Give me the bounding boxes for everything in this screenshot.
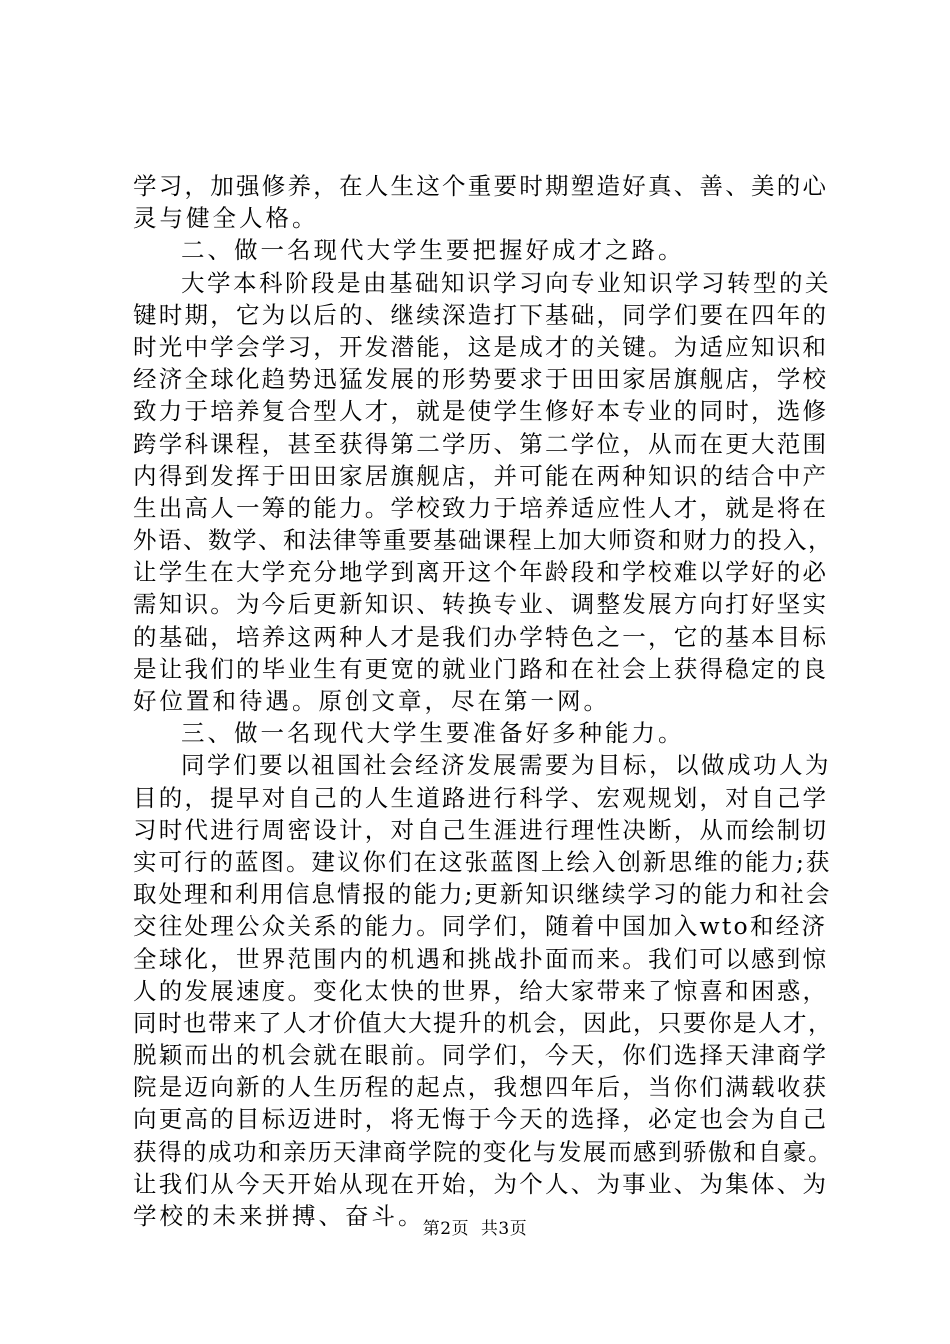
text-line: 目的，提早对自己的人生道路进行科学、宏观规划，对自己学 xyxy=(133,783,829,812)
text-line: 同学们要以祖国社会经济发展需要为目标，以做成功人为 xyxy=(181,751,831,780)
text-line: 让学生在大学充分地学到离开这个年龄段和学校难以学好的必 xyxy=(133,558,829,587)
text-line: 是让我们的毕业生有更宽的就业门路和在社会上获得稳定的良 xyxy=(133,654,829,683)
text-line: 同时也带来了人才价值大大提升的机会，因此，只要你是人才， xyxy=(133,1008,833,1037)
text-line: 院是迈向新的人生历程的起点，我想四年后，当你们满载收获 xyxy=(133,1073,829,1102)
text-line: 外语、数学、和法律等重要基础课程上加大师资和财力的投入， xyxy=(133,526,833,555)
page-number-label: 第2页 共3页 xyxy=(422,1219,528,1239)
text-line: 好位置和待遇。原创文章，尽在第一网。 xyxy=(133,687,610,715)
page-footer xyxy=(0,1214,950,1239)
text-line: 跨学科课程，甚至获得第二学历、第二学位，从而在更大范围 xyxy=(133,429,829,458)
text-line: 习时代进行周密设计，对自己生涯进行理性决断，从而绘制切 xyxy=(133,815,829,844)
text-line: 三、做一名现代大学生要准备好多种能力。 xyxy=(181,719,685,748)
text-line: 让我们从今天开始从现在开始，为个人、为事业、为集体、为 xyxy=(133,1169,829,1198)
text-line: 交往处理公众关系的能力。同学们，随着中国加入wto和经济 xyxy=(133,912,828,941)
text-line: 灵与健全人格。 xyxy=(133,204,319,233)
text-line: 内得到发挥于田田家居旗舰店，并可能在两种知识的结合中产 xyxy=(133,461,829,490)
text-line: 获得的成功和亲历天津商学院的变化与发展而感到骄傲和自豪。 xyxy=(133,1137,833,1166)
text-line: 需知识。为今后更新知识、转换专业、调整发展方向打好坚实 xyxy=(133,590,829,619)
text-line: 实可行的蓝图。建议你们在这张蓝图上绘入创新思维的能力;获 xyxy=(133,847,832,876)
text-line: 致力于培养复合型人才，就是使学生修好本专业的同时，选修 xyxy=(133,397,829,426)
text-line: 取处理和利用信息情报的能力;更新知识继续学习的能力和社会 xyxy=(133,880,832,909)
text-line: 键时期，它为以后的、继续深造打下基础，同学们要在四年的 xyxy=(133,300,829,329)
text-line: 大学本科阶段是由基础知识学习向专业知识学习转型的关 xyxy=(181,268,831,297)
text-line: 二、做一名现代大学生要把握好成才之路。 xyxy=(181,236,685,265)
text-line: 时光中学会学习，开发潜能，这是成才的关键。为适应知识和 xyxy=(133,332,829,361)
document-body xyxy=(133,170,833,1232)
text-line: 的基础，培养这两种人才是我们办学特色之一，它的基本目标 xyxy=(133,622,829,651)
text-line: 生出高人一筹的能力。学校致力于培养适应性人才，就是将在 xyxy=(133,493,829,522)
text-line: 学校的未来拼搏、奋斗。 xyxy=(133,1202,425,1230)
text-line: 经济全球化趋势迅猛发展的形势要求于田田家居旗舰店，学校 xyxy=(133,365,829,394)
text-line: 学习，加强修养，在人生这个重要时期塑造好真、善、美的心 xyxy=(133,172,829,200)
text-line: 人的发展速度。变化太快的世界，给大家带来了惊喜和困惑， xyxy=(133,976,829,1005)
text-line: 脱颖而出的机会就在眼前。同学们，今天，你们选择天津商学 xyxy=(133,1041,829,1070)
text-line: 向更高的目标迈进时，将无悔于今天的选择，必定也会为自己 xyxy=(133,1105,829,1134)
text-line: 全球化，世界范围内的机遇和挑战扑面而来。我们可以感到惊 xyxy=(133,944,829,973)
